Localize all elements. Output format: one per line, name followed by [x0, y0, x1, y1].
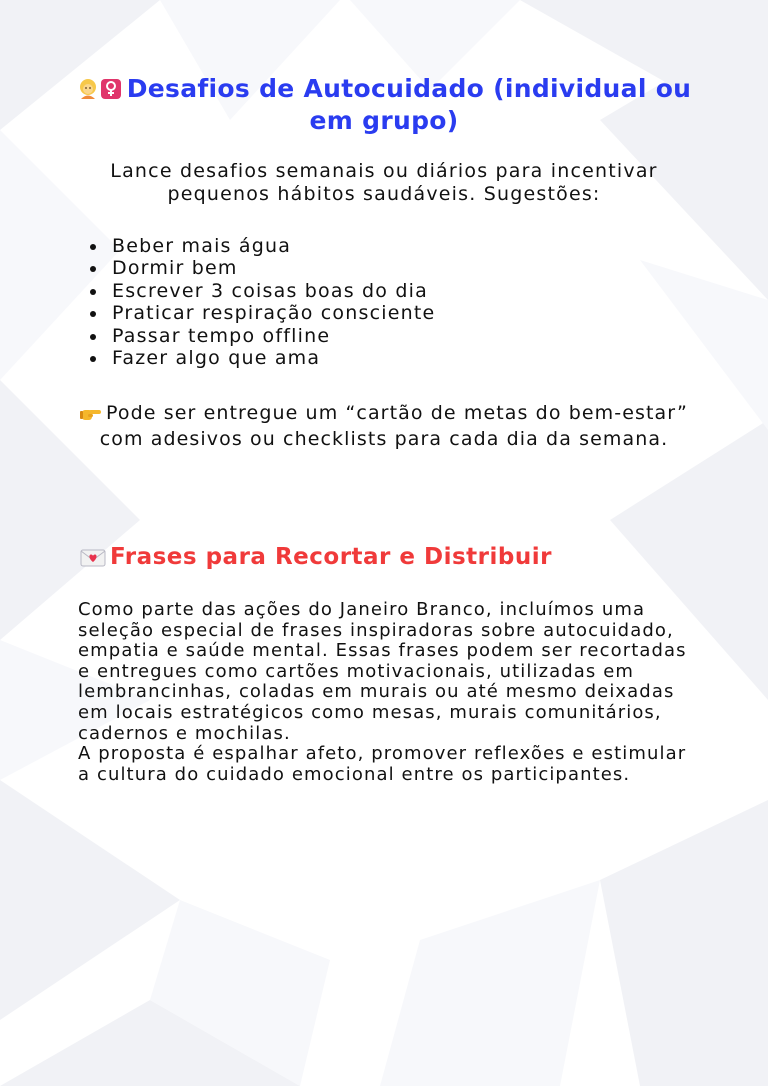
list-item: Beber mais água: [88, 235, 648, 257]
section-title-phrases: [80, 542, 700, 575]
note-paragraph: [68, 402, 700, 451]
note-text: Pode ser entregue um “cartão de metas do bem-estar” com adesivos ou checklists para cada dia da semana.: [99, 402, 688, 450]
intro-paragraph: Lance desafios semanais ou diários para incentivar pequenos hábitos saudáveis. Sugestões:: [110, 160, 658, 205]
love-letter-icon: [80, 545, 106, 575]
suggestions-list: [88, 235, 648, 369]
list-item: Dormir bem: [88, 257, 648, 279]
list-item: Fazer algo que ama: [88, 347, 648, 369]
list-item: Praticar respiração consciente: [88, 302, 648, 324]
phrases-description: [78, 600, 688, 785]
person-gesturing-female-sign-icon: [77, 77, 123, 106]
list-item: Escrever 3 coisas boas do dia: [88, 280, 648, 302]
paragraph: Como parte das ações do Janeiro Branco, incluímos uma seleção especial de frases inspiradoras sobre autocuidado, empatia e saúde mental. Essas frases podem ser recortadas e entregues como cartões motivacionais, utilizadas em lembrancinhas, coladas em murais ou até mesmo deixadas em locais estratégicos como mesas, murais comunitários, cadernos e mochilas.: [78, 599, 687, 744]
section-title-text: Frases para Recortar e Distribuir: [110, 544, 552, 570]
section-title-text: Desafios de Autocuidado (individual ou em grupo): [126, 74, 692, 135]
section-title-self-care-challenges: [70, 74, 698, 135]
paragraph: A proposta é espalhar afeto, promover reflexões e estimular a cultura do cuidado emocional entre os participantes.: [78, 743, 687, 785]
pointing-hand-icon: [80, 404, 102, 428]
list-item: Passar tempo offline: [88, 325, 648, 347]
